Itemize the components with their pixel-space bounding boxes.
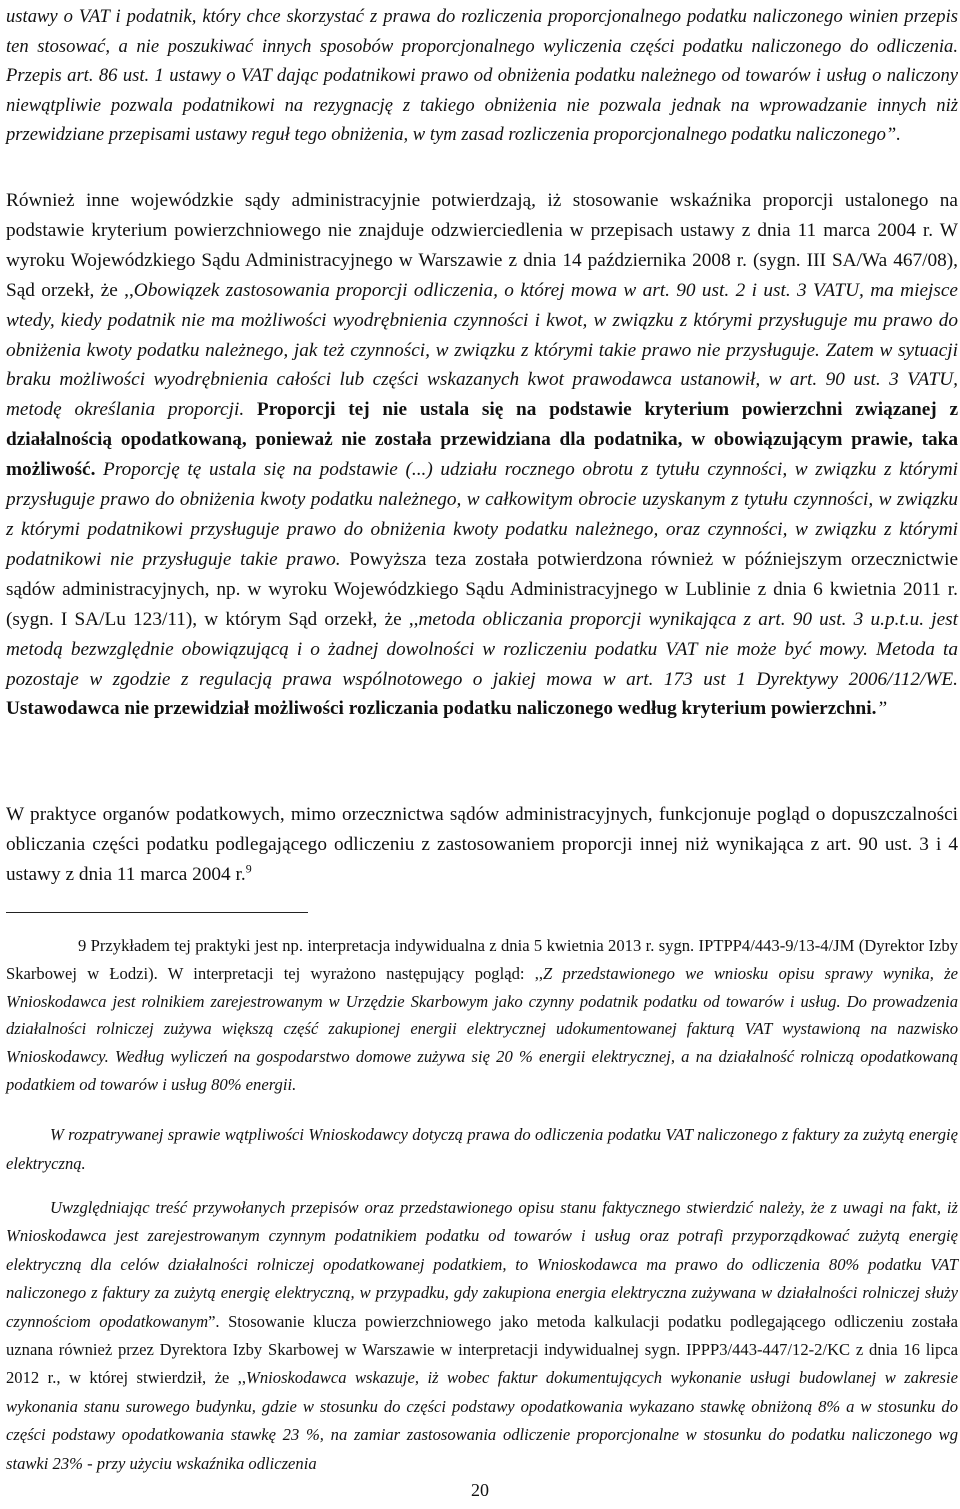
footnote-separator <box>6 912 308 913</box>
closing-quote: ” <box>876 698 888 720</box>
footnote-reference: 9 <box>245 861 252 876</box>
body-text: Powyższa teza została potwierdzona również w późniejszym orzecznictwie sądów administracyjnych, np. w wyroku Wojewódzkiego Sądu Administracyjnego w Lublinie z dnia 6 kwietnia 2011 r. (sygn. I SA/Lu 123/11), w którym Sąd orzekł, że ,, <box>6 548 959 630</box>
body-text: Również inne wojewódzkie sądy administracyjnie potwierdzają, iż stosowanie wskaźnika proporcji ustalonego na podstawie kryterium powierzchniowego nie znajduje odzwierciedlenia w przepisach ustawy z dnia 11 marca 2004 r. W wyroku Wojewódzkiego Sądu Administracyjnego w Warszawie z dnia 14 października 2008 r. (sygn. III SA/Wa 467/08), Sąd orzekł, że ,, <box>6 190 958 301</box>
footnote-quote: Uwzględniając treść przywołanych przepisów oraz przedstawionego opisu stanu faktycznego stwierdzić należy, że z uwagi na fakt, iż Wnioskodawca jest zarejestrowanym czynnym podatnikiem podatku od towarów i usług oraz potrafi przyporządkować zużytą energię elektryczną dla celów działalności rolniczej opodatkowanej podatkiem, to Wnioskodawca ma prawo do odliczenia 80% podatku VAT naliczonego z faktury za zużytą energię elektryczną, w przypadku, gdy zakupiona energia elektryczna zużywana w działalności rolniczej służy czynnościom opodatkowanym <box>6 1198 958 1331</box>
quote-text: Obowiązek zastosowania proporcji odliczenia, o której mowa w art. 90 ust. 2 i ust. 3 VATU, ma miejsce wtedy, kiedy podatnik nie ma możliwości wyodrębnienia czynności i kwot, w związku z którymi przysługuje mu prawo do obniżenia kwoty podatku należnego, jak też czynności, w związku z którymi takie prawo nie przysługuje. Zatem w sytuacji braku możliwości wyodrębnienia całości lub części wskazanych kwot prawodawca ustanowił, w art. 90 ust. 3 VATU, metodę określania proporcji. <box>6 279 958 421</box>
paragraph-court-rulings <box>6 186 958 724</box>
bold-emphasis-text: Ustawodawca nie przewidział możliwości rozliczania podatku naliczonego według kryterium powierzchni. <box>6 698 877 720</box>
footnote-quote: Z przedstawionego we wniosku opisu sprawy wynika, że Wnioskodawca jest rolnikiem zarejestrowanym w Urzędzie Skarbowym jako czynny podatnik podatku od towarów i usług. Do prowadzenia działalności rolniczej zużywa większą część zakupionej energii elektrycznej udokumentowanej fakturą VAT wystawioną na nazwisko Wnioskodawcy. Według wyliczeń na gospodarstwo domowe zużywa się 20 % energii elektrycznej, a na działalność rolniczą opodatkowaną podatkiem od towarów i usług 80% energii. <box>6 963 959 1094</box>
bold-emphasis-text: Proporcji tej nie ustala się na podstawie kryterium powierzchni związanej z działalnością opodatkowaną, ponieważ nie została przewidziana dla podatnika, w obowiązującym prawie, taka możliwość. <box>6 399 958 481</box>
footnote-text: Przykładem tej praktyki jest np. interpretacja indywidualna z dnia 5 kwietnia 2013 r. sygn. IPTPP4/443-9/13-4/JM (Dyrektor Izby Skarbowej w Łodzi). W interpretacji tej wyrażono następujący pogląd: ,, <box>6 936 958 983</box>
footnote-9-continuation <box>6 1120 958 1178</box>
quote-text: ustawy o VAT i podatnik, który chce skorzystać z prawa do rozliczenia proporcjonalnego podatku naliczonego winien przepis ten stosować, a nie poszukiwać innych sposobów proporcjonalnego wyliczenia części podatku naliczonego do odliczenia. Przepis art. 86 ust. 1 ustawy o VAT dając podatnikowi prawo od obniżenia podatku należnego od towarów i usług o naliczony niewątpliwie pozwala podatnikowi na rezygnację z takiego obniżenia nie pozwala jednak na wprowadzanie innych niż przewidziane przepisami ustawy reguł tego obniżenia, w tym zasad rozliczenia proporcjonalnego podatku naliczonego”. <box>6 6 958 146</box>
footnote-quote: Wnioskodawca wskazuje, iż wobec faktur dokumentujących wykonanie usługi budowlanej w zakresie wykonania stanu surowego budynku, gdzie w stosunku do części podstawy opodatkowania wykazano stawkę obniżoną 8% a w stosunku do części podstawy opodatkowania stawkę 23 %, na zamiar zastosowania odliczenie proporcjonalne w stosunku do podatku naliczonego wg stawki 23% - przy użyciu wskaźnika odliczenia <box>6 1368 958 1473</box>
quote-text: metoda obliczania proporcji wynikająca z art. 90 ust. 3 u.p.t.u. jest metodą bezwzględnie obowiązującą i o żadnej dowolności w rozliczeniu podatku VAT nie może być mowy. Metoda ta pozostaje w zgodzie z regulacją prawa wspólnotowego o jakiej mowa w art. 173 ust 1 Dyrektywy 2006/112/WE. <box>6 608 958 690</box>
paragraph-tax-practice <box>6 800 958 891</box>
footnote-9 <box>6 932 958 1099</box>
body-text: W praktyce organów podatkowych, mimo orzecznictwa sądów administracyjnych, funkcjonuje pogląd o dopuszczalności obliczania części podatku podlegającego odliczeniu z zastosowaniem proporcji innej niż wynikająca z art. 90 ust. 3 i 4 ustawy z dnia 11 marca 2004 r. <box>6 804 958 886</box>
paragraph-quote-continuation <box>6 2 958 150</box>
footnote-text: ”. Stosowanie klucza powierzchniowego jako metoda kalkulacji podatku podlegającego odliczeniu została uznana również przez Dyrektora Izby Skarbowej w Warszawie w interpretacji indywidualnej sygn. IPPP3/443-447/12-2/KC z dnia 16 lipca 2012 r., w której stwierdził, że ,, <box>6 1311 958 1388</box>
quote-text: Proporcję tę ustala się na podstawie (...) udziału rocznego obrotu z tytułu czynności, w związku z którymi przysługuje prawo do obniżenia kwoty podatku należnego, w całkowitym obrocie uzyskanym z tytułu czynności, w związku z którymi podatnikowi przysługuje prawo do obniżenia kwoty podatku należnego, oraz czynności, w związku z którymi podatnikowi nie przysługuje takie prawo. <box>6 459 958 570</box>
footnote-9-continuation <box>6 1194 958 1478</box>
page-number: 20 <box>471 1480 489 1500</box>
footnote-quote: W rozpatrywanej sprawie wątpliwości Wnioskodawcy dotyczą prawa do odliczenia podatku VAT naliczonego z faktury za zużytą energię elektryczną. <box>6 1125 958 1173</box>
footnote-number: 9 <box>78 936 87 955</box>
